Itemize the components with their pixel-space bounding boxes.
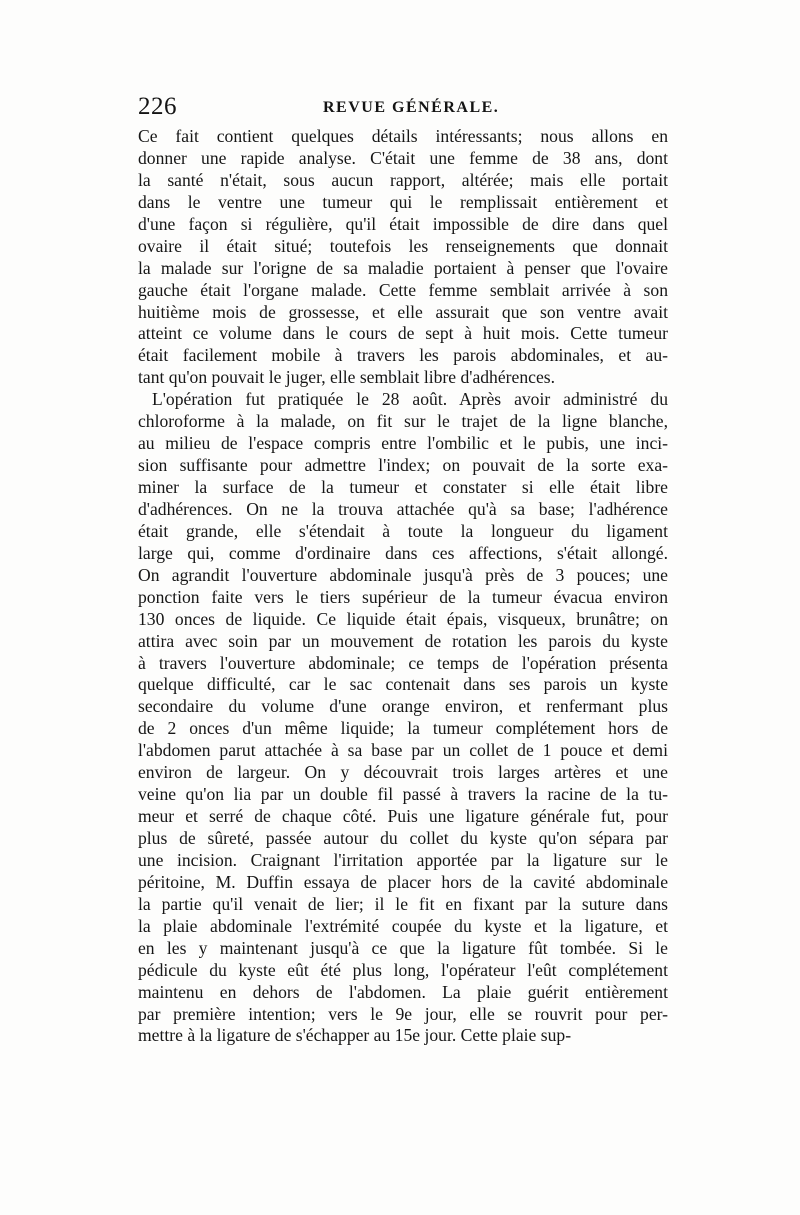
text-line: 130 onces de liquide. Ce liquide était épais, visqueux, brunâtre; on	[138, 608, 668, 629]
text-line: la plaie abdominale l'extrémité coupée du kyste et la ligature, et	[138, 915, 668, 936]
page-header	[138, 92, 668, 122]
text-line: On agrandit l'ouverture abdominale jusqu'à près de 3 pouces; une	[138, 564, 668, 585]
text-line: donner une rapide analyse. C'était une femme de 38 ans, dont	[138, 147, 668, 168]
body-text	[138, 126, 668, 1047]
text-line: par première intention; vers le 9e jour, elle se rouvrit pour per-	[138, 1003, 668, 1024]
text-line: tant qu'on pouvait le juger, elle semblait libre d'adhérences.	[138, 367, 555, 388]
text-line: était facilement mobile à travers les parois abdominales, et au-	[138, 345, 668, 366]
page-number: 226	[138, 93, 177, 120]
text-line: ovaire il était situé; toutefois les renseignements que donnait	[138, 235, 668, 256]
text-line: chloroforme à la malade, on fit sur le trajet de la ligne blanche,	[138, 411, 668, 432]
text-line: une incision. Craignant l'irritation apportée par la ligature sur le	[138, 849, 668, 870]
text-line: dans le ventre une tumeur qui le remplissait entièrement et	[138, 191, 668, 212]
text-line: attira avec soin par un mouvement de rotation les parois du kyste	[138, 630, 668, 651]
text-line: atteint ce volume dans le cours de sept à huit mois. Cette tumeur	[138, 323, 668, 344]
text-line: la santé n'était, sous aucun rapport, altérée; mais elle portait	[138, 169, 668, 190]
text-line: maintenu en dehors de l'abdomen. La plaie guérit entièrement	[138, 981, 668, 1002]
text-line: plus de sûreté, passée autour du collet du kyste qu'on sépara par	[138, 828, 668, 848]
text-line: en les y maintenant jusqu'à ce que la ligature fût tombée. Si le	[138, 937, 668, 958]
text-line: d'adhérences. On ne la trouva attachée qu'à sa base; l'adhérence	[138, 498, 668, 519]
text-line: péritoine, M. Duffin essaya de placer hors de la cavité abdominale	[138, 871, 668, 892]
text-line: secondaire du volume d'une orange environ, et renfermant plus	[138, 696, 668, 717]
text-line: meur et serré de chaque côté. Puis une ligature générale fut, pour	[138, 806, 668, 827]
text-line: l'abdomen parut attachée à sa base par un collet de 1 pouce et demi	[138, 740, 668, 761]
text-line: miner la surface de la tumeur et constater si elle était libre	[138, 477, 668, 497]
text-line: était grande, elle s'étendait à toute la longueur du ligament	[138, 520, 668, 541]
text-line: L'opération fut pratiquée le 28 août. Après avoir administré du	[152, 389, 668, 410]
text-line: large qui, comme d'ordinaire dans ces affections, s'était allongé.	[138, 542, 668, 563]
text-line: sion suffisante pour admettre l'index; on pouvait de la sorte exa-	[138, 455, 668, 476]
text-line: gauche était l'organe malade. Cette femme semblait arrivée à son	[138, 279, 668, 300]
text-line: environ de largeur. On y découvrait trois larges artères et une	[138, 762, 668, 783]
text-line: Ce fait contient quelques détails intéressants; nous allons en	[138, 126, 668, 146]
text-line: la malade sur l'origne de sa maladie portaient à penser que l'ovaire	[138, 257, 668, 278]
text-line: mettre à la ligature de s'échapper au 15e jour. Cette plaie sup-	[138, 1025, 572, 1046]
text-line: au milieu de l'espace compris entre l'ombilic et le pubis, une inci-	[138, 433, 668, 454]
text-line: huitième mois de grossesse, et elle assurait que son ventre avait	[138, 301, 668, 322]
text-line: veine qu'on lia par un double fil passé à travers la racine de la tu-	[138, 784, 668, 805]
text-line: pédicule du kyste eût été plus long, l'opérateur l'eût complétement	[138, 959, 668, 980]
text-line: ponction faite vers le tiers supérieur de la tumeur évacua environ	[138, 586, 668, 607]
text-line: à travers l'ouverture abdominale; ce temps de l'opération présenta	[138, 652, 668, 673]
text-line: de 2 onces d'un même liquide; la tumeur complétement hors de	[138, 718, 668, 739]
text-line: d'une façon si régulière, qu'il était impossible de dire dans quel	[138, 213, 668, 234]
text-line: quelque difficulté, car le sac contenait dans ses parois un kyste	[138, 674, 668, 695]
text-line: la partie qu'il venait de lier; il le fit en fixant par la suture dans	[138, 893, 668, 914]
running-head: REVUE GÉNÉRALE.	[323, 99, 500, 116]
